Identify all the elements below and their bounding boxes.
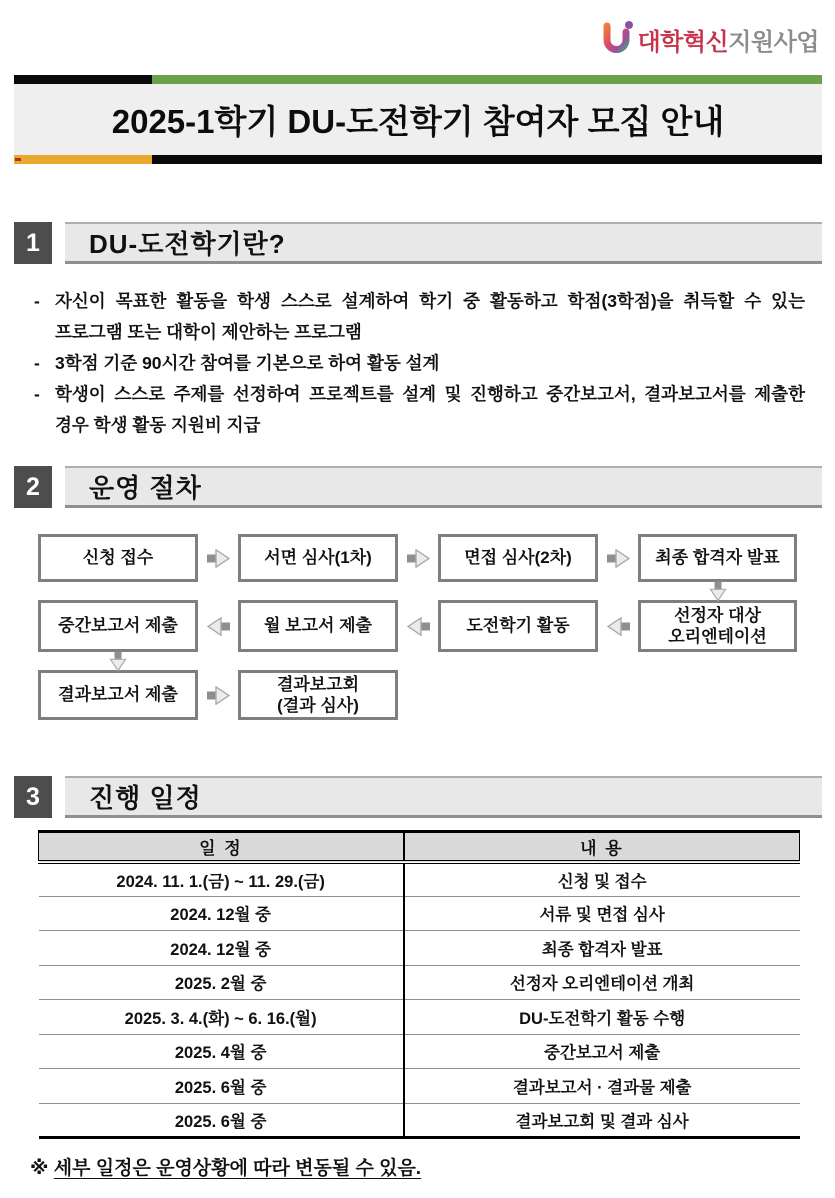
page-title: 2025-1학기 DU-도전학기 참여자 모집 안내 bbox=[111, 103, 725, 140]
bullet-item bbox=[34, 348, 805, 379]
section-2-number-badge: 2 bbox=[14, 466, 52, 508]
banner-top-bar bbox=[14, 75, 822, 84]
cell-content: 최종 합격자 발표 bbox=[404, 931, 800, 966]
arrow-right-icon bbox=[607, 549, 630, 568]
arrow-right-icon bbox=[207, 549, 230, 568]
banner-top-black-segment bbox=[14, 75, 152, 84]
u-gradient-icon bbox=[602, 20, 633, 58]
flow-step-final-announce: 최종 합격자 발표 bbox=[638, 534, 797, 582]
flow-step-challenge-activity: 도전학기 활동 bbox=[438, 600, 598, 652]
table-row bbox=[39, 1069, 800, 1104]
title-banner bbox=[14, 75, 822, 164]
table-row bbox=[39, 896, 800, 931]
column-header-date: 일 정 bbox=[39, 832, 404, 862]
bullet-dash: - bbox=[34, 291, 40, 311]
logo-text bbox=[638, 22, 820, 57]
arrow-down-icon bbox=[108, 653, 128, 670]
flow-step-midreport: 중간보고서 제출 bbox=[38, 600, 198, 652]
footnote-text: 세부 일정은 운영상황에 따라 변동될 수 있음. bbox=[53, 1158, 422, 1179]
cell-content: DU-도전학기 활동 수행 bbox=[404, 1000, 800, 1035]
flow-step-result-line1: 결과보고회 bbox=[276, 674, 360, 694]
cell-date: 2025. 2월 중 bbox=[39, 965, 404, 1000]
program-logo bbox=[602, 20, 820, 58]
flow-step-apply: 신청 접수 bbox=[38, 534, 198, 582]
bullet-text: 3학점 기준 90시간 참여를 기본으로 하여 활동 설계 bbox=[55, 353, 440, 373]
arrow-left-icon bbox=[607, 617, 630, 636]
flow-step-orientation-line2: 오리엔테이션 bbox=[668, 627, 767, 646]
flow-step-final-report: 결과보고서 제출 bbox=[38, 670, 198, 720]
arrow-left-icon bbox=[407, 617, 430, 636]
banner-body bbox=[14, 84, 822, 155]
cell-content: 선정자 오리엔테이션 개최 bbox=[404, 965, 800, 1000]
cell-date: 2024. 11. 1.(금) ~ 11. 29.(금) bbox=[39, 862, 404, 897]
cell-date: 2025. 6월 중 bbox=[39, 1069, 404, 1104]
cell-content: 중간보고서 제출 bbox=[404, 1034, 800, 1069]
flow-step-monthly-report: 월 보고서 제출 bbox=[238, 600, 398, 652]
section-3-header bbox=[14, 776, 822, 818]
flow-step-paper-review: 서면 심사(1차) bbox=[238, 534, 398, 582]
table-header-row bbox=[39, 832, 800, 862]
column-header-content: 내 용 bbox=[404, 832, 800, 862]
footnote bbox=[30, 1153, 835, 1180]
bullet-text: 학생이 스스로 주제를 선정하여 프로젝트를 설계 및 진행하고 중간보고서, 결과보고서를 제출한 경우 학생 활동 지원비 지급 bbox=[55, 384, 805, 435]
table-row bbox=[39, 862, 800, 897]
footnote-marker: ※ bbox=[30, 1158, 49, 1179]
section-3-number-badge: 3 bbox=[14, 776, 52, 818]
table-row bbox=[39, 931, 800, 966]
banner-bottom-black-segment bbox=[152, 155, 822, 164]
flow-step-interview: 면접 심사(2차) bbox=[438, 534, 598, 582]
flow-step-result-presentation bbox=[238, 670, 398, 720]
section-1-header bbox=[14, 222, 822, 264]
section-3-title: 진행 일정 bbox=[65, 776, 822, 818]
banner-bottom-yellow-segment bbox=[14, 155, 152, 164]
cell-content: 결과보고회 및 결과 심사 bbox=[404, 1103, 800, 1138]
section-2-header bbox=[14, 466, 822, 508]
table-row bbox=[39, 965, 800, 1000]
bullet-text: 자신이 목표한 활동을 학생 스스로 설계하여 학기 중 활동하고 학점(3학점)을 취득할 수 있는 프로그램 또는 대학이 제안하는 프로그램 bbox=[55, 291, 805, 342]
flow-step-result-line2: (결과 심사) bbox=[277, 696, 359, 715]
flow-step-orientation-line1: 선정자 대상 bbox=[674, 605, 761, 625]
cell-date: 2024. 12월 중 bbox=[39, 931, 404, 966]
bullet-item bbox=[34, 379, 805, 441]
table-row bbox=[39, 1103, 800, 1138]
arrow-right-icon bbox=[207, 686, 230, 705]
bullet-dash: - bbox=[34, 353, 40, 373]
red-dot-mark bbox=[15, 158, 21, 161]
cell-date: 2025. 3. 4.(화) ~ 6. 16.(월) bbox=[39, 1000, 404, 1035]
cell-date: 2025. 6월 중 bbox=[39, 1103, 404, 1138]
cell-content: 결과보고서 · 결과물 제출 bbox=[404, 1069, 800, 1104]
arrow-right-icon bbox=[407, 549, 430, 568]
arrow-down-icon bbox=[708, 583, 728, 600]
banner-top-green-segment bbox=[152, 75, 822, 84]
cell-content: 서류 및 면접 심사 bbox=[404, 896, 800, 931]
logo-text-red: 대학혁신 bbox=[637, 28, 729, 56]
cell-date: 2024. 12월 중 bbox=[39, 896, 404, 931]
bullet-dash: - bbox=[34, 384, 40, 404]
logo-text-gray: 지원사업 bbox=[728, 28, 819, 56]
section-1-title: DU-도전학기란? bbox=[65, 222, 822, 264]
process-flowchart bbox=[38, 534, 835, 720]
section-1-body bbox=[34, 286, 805, 441]
schedule-table bbox=[38, 830, 800, 1139]
cell-content: 신청 및 접수 bbox=[404, 862, 800, 897]
flow-step-orientation bbox=[638, 600, 797, 652]
bullet-item bbox=[34, 286, 805, 348]
table-row bbox=[39, 1000, 800, 1035]
table-row bbox=[39, 1034, 800, 1069]
arrow-left-icon bbox=[207, 617, 230, 636]
cell-date: 2025. 4월 중 bbox=[39, 1034, 404, 1069]
section-1-number-badge: 1 bbox=[14, 222, 52, 264]
banner-bottom-bar bbox=[14, 155, 822, 164]
section-2-title: 운영 절차 bbox=[65, 466, 822, 508]
